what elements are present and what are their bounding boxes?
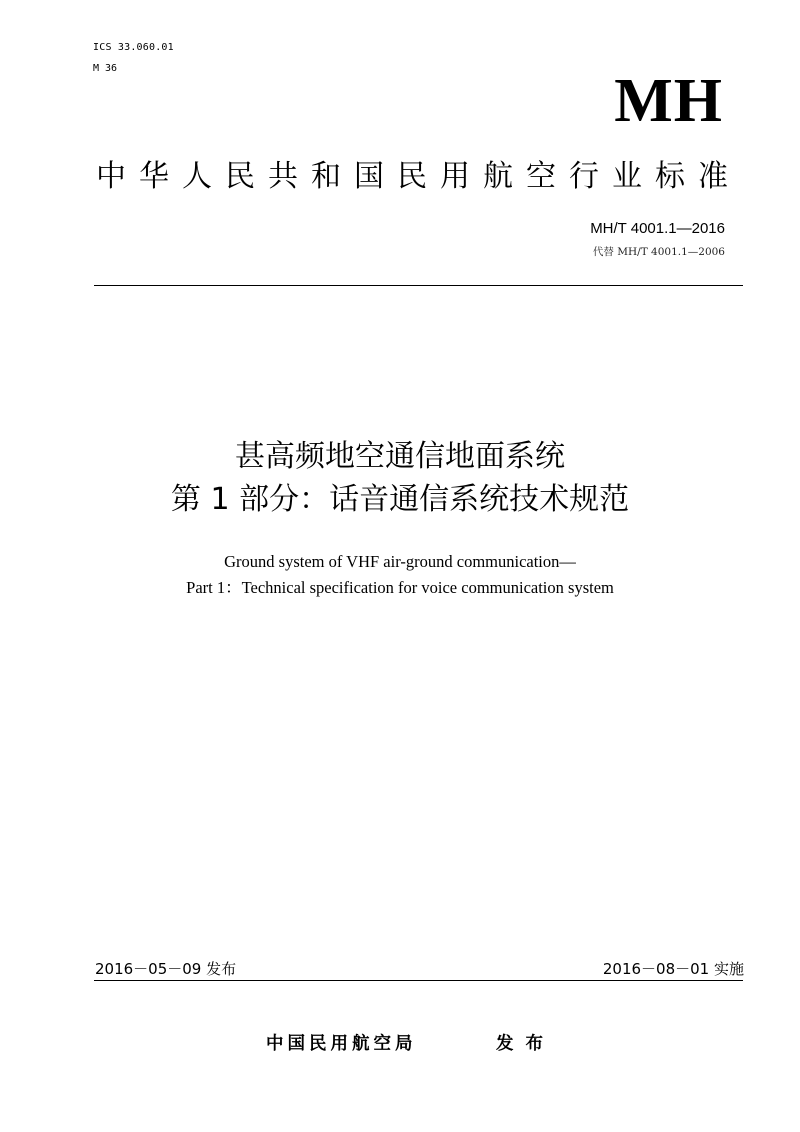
title-en-line2: Part 1：Technical specification for voice communication system: [186, 578, 614, 597]
issuer-name: 中国民用航空局: [266, 1034, 417, 1054]
title-cn-line1: 甚高频地空通信地面系统: [235, 439, 565, 474]
issue-date: 2016－05－09 发布: [95, 960, 237, 978]
mh-logo: MH: [614, 67, 723, 135]
bottom-divider: [94, 980, 743, 981]
implementation-date: 2016－08－01 实施: [602, 960, 744, 978]
classification-code: M 36: [93, 63, 118, 74]
title-en-line1: Ground system of VHF air-ground communication—: [224, 552, 576, 571]
top-divider: [94, 285, 743, 286]
standard-number: MH/T 4001.1—2016: [590, 220, 725, 237]
ics-code: ICS 33.060.01: [93, 42, 174, 53]
replaces-standard: 代替 MH/T 4001.1—2006: [592, 246, 725, 258]
issuer-action: 发布: [496, 1034, 555, 1054]
title-cn-line2: 第 1 部分：话音通信系统技术规范: [170, 482, 630, 517]
standard-category: 中华人民共和国民用航空行业标准: [96, 159, 728, 194]
